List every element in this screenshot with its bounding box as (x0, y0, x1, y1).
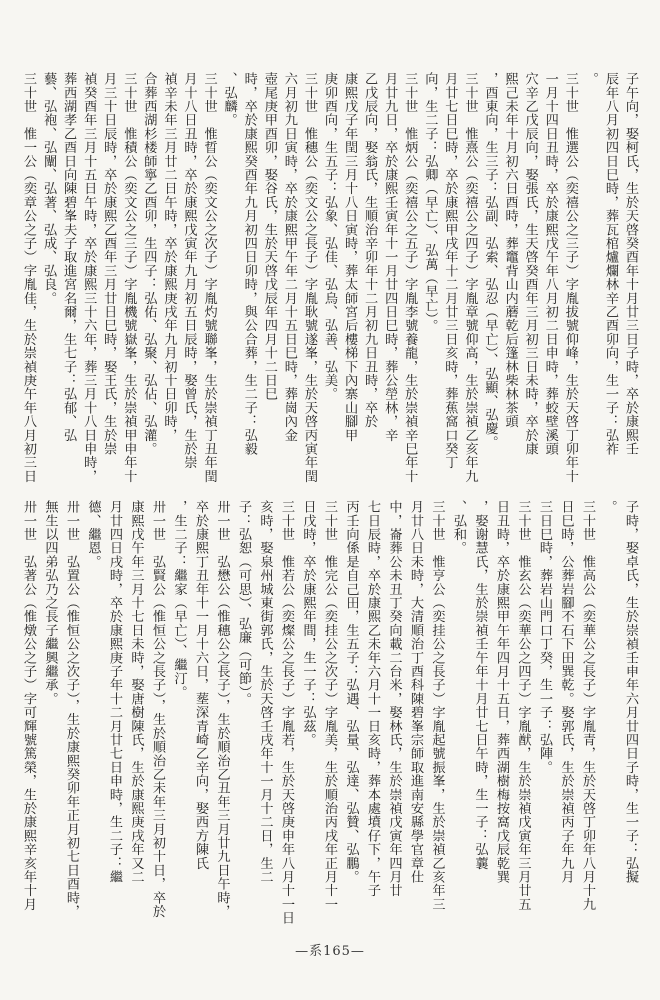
text-column: 三十世 惟玄公（奕華公之四子）字胤猷，生於崇禎戊寅年三月廿五 (515, 500, 531, 911)
text-column: 辰年八月初四日巳時，葬瓦棺爐爛林辛乙酉卯向，生一子：弘祚 (602, 72, 618, 456)
page-number: —系165— (295, 944, 365, 959)
text-column: 三十世 惟炳公（奕禧公之五子）字胤李號養龍，生於崇禎辛巳年十 (402, 72, 418, 483)
text-column: 壺尾庚甲酉卯，娶谷氏，生於天啓戊辰年四月十二日巳 (261, 72, 277, 401)
text-column: 。 (601, 500, 617, 514)
text-column: ，酉東向，生三子：弘副、弘索、弘忍（早亡）、弘顯、弘慶。 (482, 72, 498, 449)
text-column: 月十八日丑時，卒於康熙戊寅年九月初五日辰時，娶曾氏，生於崇 (181, 72, 197, 470)
text-column: 七日辰時，卒於康熙乙未年六月十一日亥時，葬本處墳仔下，午子 (365, 500, 380, 898)
text-column: 三十世 惟完公（奕挂公之次子）字胤美，生於順治丙戌年正月十一 (322, 500, 337, 911)
text-column: 、弘麟。 (221, 72, 237, 127)
text-column: 無生以四弟弘乃之長子繼興繼承。 (42, 500, 58, 706)
text-column: 日巳時，公葬岩腳不石下田巽乾。娶郭氏，生於崇禎丙子年九月 (558, 500, 574, 884)
text-column: 月廿四日戌時，卒於康熙庚子年十二月廿七日申時，生二子：繼 (107, 500, 122, 884)
text-column: 三十世 惟晢公（奕文公之次子）字胤灼號聯峯，生於崇禎丁丑年閏 (201, 72, 217, 483)
text-column: 三十世 惟一公（奕章公之子）字胤佳，生於崇禎庚午年八月初三日 (21, 72, 36, 483)
text-column: 禎癸酉年三月十五日午時，卒於康熙三十六年，葬三月十八日申時， (81, 72, 97, 483)
text-column: 卅一世 弘置公（惟恒公之次子），生於康熙癸卯年正月初七日酉時， (64, 500, 79, 919)
text-column: 月廿八日未時，大清順治丁酉科陳碧峯宗師取進南安縣學官章仕 (408, 500, 423, 884)
text-column: 葬西湖孝乙酉日向陳碧峯夫子取進宮名爾，生七子：弘郁、弘 (61, 72, 77, 442)
text-column: 子：弘恕（可思）、弘廉（可節）。 (236, 500, 251, 706)
text-column: 月三十日辰時，卒於康熙乙酉年三月廿日巳時，娶王氏，生於崇 (101, 72, 117, 456)
text-column: 穴辛乙戊辰向，娶張氏，生天啓癸酉年三月初三日未時，卒於康 (522, 72, 538, 456)
text-column: 三十世 惟積公（奕文公之三子）字胤機號嶽峯，生於崇禎甲申年十 (121, 72, 137, 483)
text-column: 月廿七日巳時，卒於康熙甲戌年十二月廿三日亥時，葬蕉窩口癸丁 (442, 72, 458, 470)
text-column: ，生二子：繼家（早亡）、繼汀。 (171, 500, 187, 699)
text-column: 卅一世 弘懋公（惟穗公之長子），生於順治乙丑年三月廿九日午時， (214, 500, 230, 919)
text-column: 三十世 惟選公（奕禧公之三子）字胤拔號仰峰，生於天啓丁卯年十 (562, 72, 578, 483)
text-column: 合葬西湖杉楼師寧乙酉卯，生四子：弘佑、弘聚、弘佔、弘灌。 (141, 72, 157, 456)
text-column: 三十世 惟熹公（奕禧公之四子）字胤章號仰高，生於崇禎乙亥年九 (462, 72, 478, 483)
text-column: 丙壬向係是自己田，生五子：弘遇、弘量、弘達、弘贊、弘鵬。 (343, 500, 359, 884)
text-column: 。 (582, 72, 598, 86)
text-column: 卅一世 弘著公（惟燉公之子）字可輝號篤榮，生於康熙辛亥年十月 (21, 500, 36, 911)
text-column: 日丑時，卒於康熙甲午年四月十五日，葬西湖樹梅按窩戊辰乾巽 (494, 500, 509, 884)
text-column: 日戊時，卒於康熙年間，生一子：弘茲。 (300, 500, 316, 747)
text-column: 三日巳時，葬岩山門口丁癸，生一子：弘陣。 (537, 500, 552, 774)
text-column: 、弘和。 (451, 500, 466, 555)
text-column: 卒於康熙丁丑年十一月十六日，塟深青崎乙辛向，娶西方陳氏 (193, 500, 208, 870)
text-column: 禎辛未年三月廿二日午時，卒於康熙庚戌年九月初十日卯時， (161, 72, 177, 442)
text-column: 康熙戊子年閏三月十八日寅時，葬太師宮后樓梯下內寨山腳甲 (342, 72, 358, 442)
text-column: 子時，娶卓氏，生於崇禎壬申年六月廿四日子時，生一子：弘擬 (623, 500, 638, 884)
text-column: 一月十四日丑時，卒於康熙戊午年八月初二日申時，葬蛟壁溪頭 (542, 72, 558, 456)
text-column: 乙戊辰向，娶翁氏，生順治辛卯年十二月初九日丑時，卒於 (362, 72, 378, 429)
text-column: 月廿九日，卒於康熙壬寅年十一月廿四日巳時，葬公塋林，辛 (382, 72, 398, 442)
text-column: 三十世 惟穗公（奕文公之長子）字胤耿號遂峯，生於天啓丙寅年閏 (301, 72, 317, 483)
text-column: 卅一世 弘賢公（惟恒公之長子），生於順治乙未年三月初十日，卒於 (150, 500, 165, 919)
text-column: 三十世 惟亨公（奕挂公之長子）字胤起號振峯，生於崇禎乙亥年三 (429, 500, 445, 911)
text-column: 三十世 惟高公（奕華公之長子）字胤青，生於天啓丁卯年八月十九 (580, 500, 595, 911)
text-column: 子午向，娶柯氏，生於天啓癸酉年十月廿三日子時，卒於康熙壬 (623, 72, 638, 456)
text-column: 熙己未年十月初六日酉時，葬竈背山内蘑乾后篷林柴林茶頭 (502, 72, 518, 429)
text-column: 向，生二子：弘卿（早亡）、弘萬（早亡）。 (422, 72, 438, 333)
text-column: 時，卒於康熙癸酉年九月初四日卯時，與公合葬，生二子：弘毅 (241, 72, 257, 456)
text-column: 六月初九日寅時，卒於康熙甲午年二月十五日巳時，葬崗內金 (281, 72, 297, 442)
text-column: 庚卯酉向，生五子：弘象、弘佳、弘烏、弘善、弘美。 (322, 72, 337, 401)
text-column: 藝、弘袍、弘闡、弘著、弘成、弘良。 (41, 72, 57, 305)
text-column: ，娶谢慧氏，生於崇禎壬午年十月廿七日午時，生一子：弘蘘 (472, 500, 488, 870)
text-column: 亥時，娶泉州城東街郭氏，生於天啓壬戌年十一月十二日，生二 (257, 500, 273, 884)
text-column: 德、繼恩。 (85, 500, 101, 569)
text-column: 中，崙葬公未丑丁癸向載二台米，娶林氏，生於崇禎戊寅年四月廿 (386, 500, 402, 898)
text-column: 康熙戊午年三月十七日未時，娶唐樹陳氏，生於康熙庚戌年又二 (128, 500, 144, 884)
text-column: 三十世 惟若公（奕燦公之長子）字胤若，生於天啓庚申年八月十一日 (279, 500, 294, 925)
